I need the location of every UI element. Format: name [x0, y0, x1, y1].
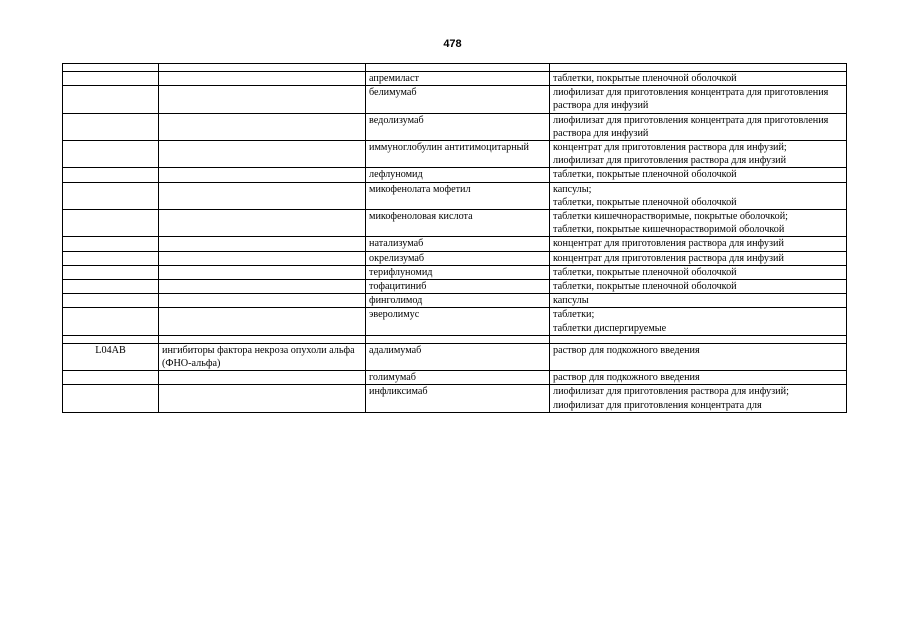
table-body [63, 64, 847, 413]
atc-code-cell: L04AB [63, 343, 159, 370]
dosage-form-line: таблетки, покрытые кишечнорастворимой оболочкой [553, 224, 785, 236]
atc-code-cell [63, 141, 159, 168]
dosage-form-line: капсулы [553, 295, 589, 307]
atc-code-cell [63, 86, 159, 113]
table-row [63, 385, 847, 412]
atc-code-cell [63, 294, 159, 308]
dosage-form-cell [550, 308, 847, 335]
table-row [63, 343, 847, 370]
dosage-form-line: таблетки, покрытые пленочной оболочкой [553, 169, 737, 181]
group-name-cell [159, 265, 366, 279]
dosage-form-line: таблетки, покрытые пленочной оболочкой [553, 281, 737, 293]
dosage-form-cell [550, 237, 847, 251]
dosage-form-cell [550, 335, 847, 343]
table-row [63, 182, 847, 209]
dosage-form-line: раствор для подкожного введения [553, 344, 700, 356]
atc-code-cell [63, 72, 159, 86]
drug-name-cell: окрелизумаб [366, 251, 550, 265]
drug-name-cell: ведолизумаб [366, 113, 550, 140]
atc-code-cell [63, 182, 159, 209]
atc-code-cell [63, 265, 159, 279]
atc-code-cell [63, 335, 159, 343]
dosage-form-line: таблетки диспергируемые [553, 322, 667, 334]
dosage-form-line: лиофилизат для приготовления концентрата для [553, 399, 762, 411]
atc-code-cell [63, 168, 159, 182]
page-number: 478 [443, 38, 462, 50]
dosage-form-cell [550, 251, 847, 265]
dosage-form-cell [550, 280, 847, 294]
atc-code-cell [63, 113, 159, 140]
atc-code-cell [63, 251, 159, 265]
drug-name-cell: финголимод [366, 294, 550, 308]
group-name-cell [159, 86, 366, 113]
dosage-form-line: таблетки, покрытые пленочной оболочкой [553, 196, 737, 208]
group-name-cell [159, 251, 366, 265]
dosage-form-line: таблетки, покрытые пленочной оболочкой [553, 266, 737, 278]
dosage-form-line: раствор для подкожного введения [553, 372, 700, 384]
atc-code-cell [63, 210, 159, 237]
dosage-form-line: лиофилизат для приготовления раствора для инфузий [553, 155, 787, 167]
group-name-cell [159, 335, 366, 343]
dosage-form-line: лиофилизат для приготовления раствора для инфузий; [553, 386, 789, 398]
atc-code-cell [63, 385, 159, 412]
group-name-cell [159, 371, 366, 385]
dosage-form-cell [550, 371, 847, 385]
dosage-form-cell [550, 168, 847, 182]
table-row [63, 113, 847, 140]
drug-name-cell: инфликсимаб [366, 385, 550, 412]
dosage-form-line: концентрат для приготовления раствора для инфузий [553, 252, 784, 264]
table-row [63, 265, 847, 279]
dosage-form-cell [550, 210, 847, 237]
table-row [63, 294, 847, 308]
atc-code-cell [63, 371, 159, 385]
group-name-cell [159, 72, 366, 86]
empty-cell [159, 64, 366, 72]
group-name-cell [159, 182, 366, 209]
empty-cell [366, 64, 550, 72]
table-row [63, 371, 847, 385]
table-row [63, 168, 847, 182]
dosage-form-cell [550, 72, 847, 86]
drug-name-cell: микофенолата мофетил [366, 182, 550, 209]
table-row [63, 237, 847, 251]
table-row [63, 86, 847, 113]
dosage-form-line: концентрат для приготовления раствора для инфузий [553, 238, 784, 250]
drug-name-cell [366, 335, 550, 343]
dosage-form-line: лиофилизат для приготовления концентрата для приготовления раствора для инфузий [553, 114, 829, 139]
dosage-form-line: таблетки; [553, 309, 595, 321]
drug-name-cell: натализумаб [366, 237, 550, 251]
drug-name-cell: голимумаб [366, 371, 550, 385]
table-header-row [63, 64, 847, 72]
group-name-cell [159, 168, 366, 182]
group-name-cell [159, 385, 366, 412]
empty-cell [550, 64, 847, 72]
drug-name-cell: терифлуномид [366, 265, 550, 279]
group-name-cell [159, 294, 366, 308]
dosage-form-cell [550, 113, 847, 140]
dosage-form-cell [550, 141, 847, 168]
dosage-form-cell [550, 265, 847, 279]
dosage-form-cell [550, 385, 847, 412]
table-row [63, 72, 847, 86]
table-row [63, 335, 847, 343]
table-row [63, 308, 847, 335]
drug-table [62, 63, 847, 413]
table-row [63, 251, 847, 265]
atc-code-cell [63, 308, 159, 335]
group-name-cell: ингибиторы фактора некроза опухоли альфа (ФНО-альфа) [159, 343, 366, 370]
group-name-cell [159, 237, 366, 251]
drug-name-cell: белимумаб [366, 86, 550, 113]
dosage-form-line: капсулы; [553, 183, 592, 195]
group-name-cell [159, 280, 366, 294]
dosage-form-cell [550, 294, 847, 308]
drug-name-cell: иммуноглобулин антитимоцитарный [366, 141, 550, 168]
table-row [63, 210, 847, 237]
drug-name-cell: эверолимус [366, 308, 550, 335]
dosage-form-cell [550, 86, 847, 113]
drug-name-cell: лефлуномид [366, 168, 550, 182]
drug-name-cell: тофацитиниб [366, 280, 550, 294]
group-name-cell [159, 113, 366, 140]
dosage-form-line: концентрат для приготовления раствора для инфузий; [553, 142, 787, 154]
drug-name-cell: апремиласт [366, 72, 550, 86]
dosage-form-cell [550, 182, 847, 209]
atc-code-cell [63, 280, 159, 294]
group-name-cell [159, 210, 366, 237]
table-row [63, 280, 847, 294]
dosage-form-line: лиофилизат для приготовления концентрата для приготовления раствора для инфузий [553, 87, 829, 112]
dosage-form-line: таблетки, покрытые пленочной оболочкой [553, 73, 737, 84]
drug-name-cell: микофеноловая кислота [366, 210, 550, 237]
group-name-cell [159, 141, 366, 168]
empty-cell [63, 64, 159, 72]
table-row [63, 141, 847, 168]
group-name-cell [159, 308, 366, 335]
atc-code-cell [63, 237, 159, 251]
dosage-form-cell [550, 343, 847, 370]
dosage-form-line: таблетки кишечнорастворимые, покрытые оболочкой; [553, 211, 788, 223]
drug-name-cell: адалимумаб [366, 343, 550, 370]
